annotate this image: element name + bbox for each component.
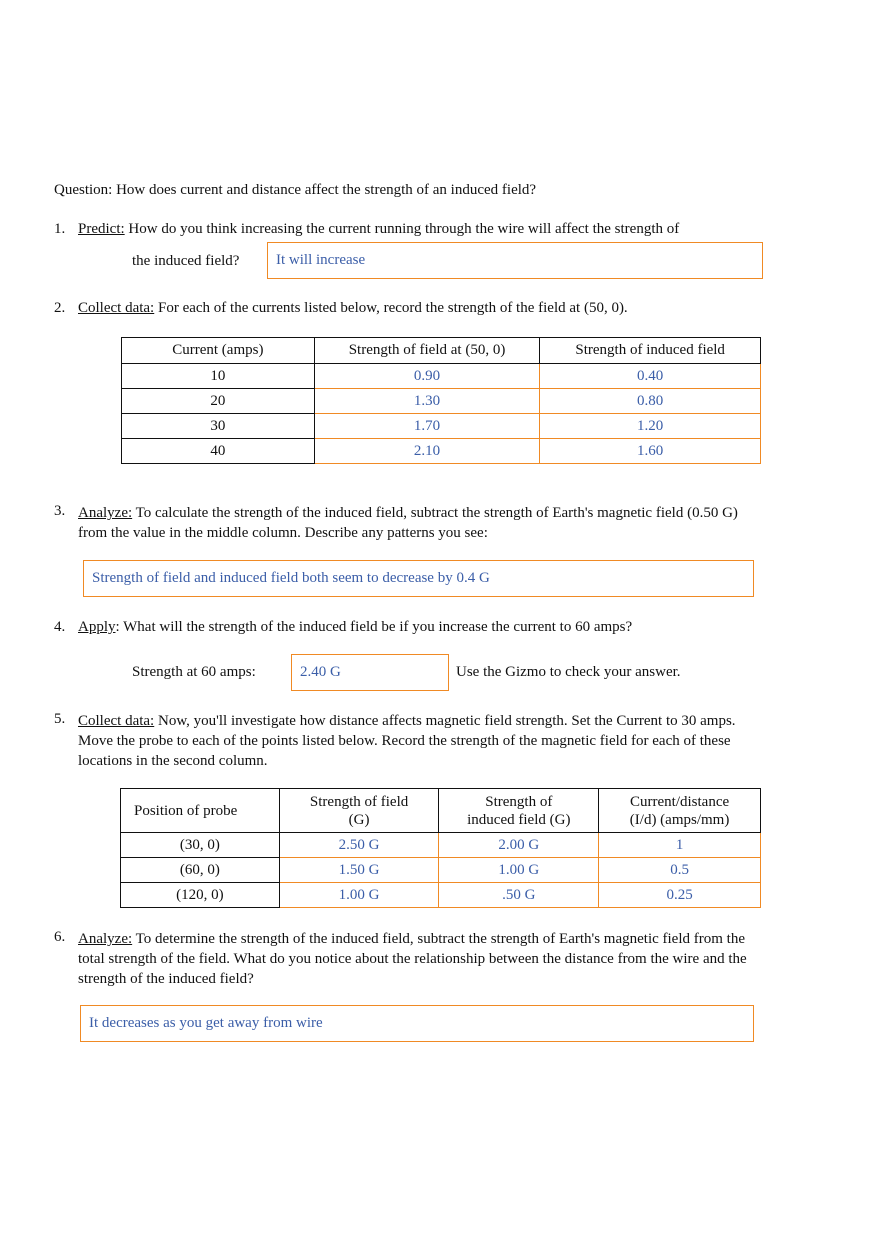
field-strength-input[interactable]: 2.50 G xyxy=(279,833,439,858)
q6-answer-field[interactable] xyxy=(80,1005,754,1042)
induced-field-input[interactable]: 1.60 xyxy=(540,439,761,464)
table-row xyxy=(121,858,761,883)
header-position: Position of probe xyxy=(121,789,280,833)
field-strength-input[interactable]: 2.10 xyxy=(314,439,540,464)
induced-field-input[interactable]: .50 G xyxy=(439,883,599,908)
table-row xyxy=(122,364,761,389)
q2-text: For each of the currents listed below, record the strength of the field at (50, 0). xyxy=(154,300,628,316)
q1-answer: It will increase xyxy=(276,252,366,268)
q4-number: 4. xyxy=(54,619,66,635)
q1-prompt xyxy=(78,221,679,238)
q1-field-prompt: the induced field? xyxy=(132,253,240,269)
current-distance-input[interactable]: 0.5 xyxy=(599,858,761,883)
position-cell: (60, 0) xyxy=(121,858,280,883)
table-row xyxy=(121,883,761,908)
table-header-row xyxy=(122,338,761,364)
q2-number: 2. xyxy=(54,300,66,316)
q3-number: 3. xyxy=(54,503,66,519)
position-cell: (30, 0) xyxy=(121,833,280,858)
q6-prompt xyxy=(78,929,760,989)
q4-prompt xyxy=(78,619,632,636)
current-cell: 20 xyxy=(122,389,315,414)
distance-table xyxy=(120,788,761,908)
current-table xyxy=(121,337,761,464)
question-heading: Question: How does current and distance affect the strength of an induced field? xyxy=(54,182,537,198)
header-current-distance: Current/distance (I/d) (amps/mm) xyxy=(599,789,761,833)
header-field-strength: Strength of field at (50, 0) xyxy=(314,338,540,364)
induced-field-input[interactable]: 1.20 xyxy=(540,414,761,439)
table-row xyxy=(122,439,761,464)
q5-label: Collect data: xyxy=(78,713,155,729)
q6-number: 6. xyxy=(54,929,66,945)
header-induced-field: Strength of induced field xyxy=(540,338,761,364)
q4-label: Apply xyxy=(78,619,116,635)
current-distance-input[interactable]: 1 xyxy=(599,833,761,858)
q3-prompt xyxy=(78,503,760,543)
q3-label: Analyze: xyxy=(78,505,133,521)
q5-number: 5. xyxy=(54,711,66,727)
q6-answer: It decreases as you get away from wire xyxy=(89,1015,323,1031)
current-cell: 40 xyxy=(122,439,315,464)
position-cell: (120, 0) xyxy=(121,883,280,908)
table-header-row xyxy=(121,789,761,833)
q3-text: To calculate the strength of the induced field, subtract the strength of Earth's magnetic field (0.50 G) from the value in the middle column. Describe any patterns you see: xyxy=(78,505,738,541)
q4-check-note: Use the Gizmo to check your answer. xyxy=(456,664,681,680)
q1-label: Predict: xyxy=(78,221,125,237)
field-strength-input[interactable]: 1.00 G xyxy=(279,883,439,908)
q4-field-prompt: Strength at 60 amps: xyxy=(132,664,256,680)
q6-text: To determine the strength of the induced field, subtract the strength of Earth's magnetic field from the total strength of the field. What do you notice about the relationship between the distance from the wire and the strength of the induced field? xyxy=(78,931,747,987)
q3-answer-field[interactable] xyxy=(83,560,754,597)
q2-prompt xyxy=(78,300,628,317)
q1-text: How do you think increasing the current running through the wire will affect the strength of xyxy=(124,221,680,237)
q5-text: Now, you'll investigate how distance affects magnetic field strength. Set the Current to 30 amps. Move the probe to each of the points listed below. Record the strength of the magnetic field for each of these locations in the second column. xyxy=(78,713,736,769)
table-row xyxy=(122,389,761,414)
current-cell: 30 xyxy=(122,414,315,439)
header-field-strength: Strength of field (G) xyxy=(279,789,439,833)
induced-field-input[interactable]: 0.80 xyxy=(540,389,761,414)
q4-answer: 2.40 G xyxy=(300,664,341,680)
field-strength-input[interactable]: 1.70 xyxy=(314,414,540,439)
q4-text: : What will the strength of the induced field be if you increase the current to 60 amps? xyxy=(115,619,633,635)
field-strength-input[interactable]: 1.30 xyxy=(314,389,540,414)
q6-label: Analyze: xyxy=(78,931,133,947)
field-strength-input[interactable]: 0.90 xyxy=(314,364,540,389)
q1-answer-field[interactable] xyxy=(267,242,763,279)
current-distance-input[interactable]: 0.25 xyxy=(599,883,761,908)
induced-field-input[interactable]: 2.00 G xyxy=(439,833,599,858)
q4-answer-field[interactable] xyxy=(291,654,449,691)
field-strength-input[interactable]: 1.50 G xyxy=(279,858,439,883)
table-row xyxy=(121,833,761,858)
q5-prompt xyxy=(78,711,760,771)
q3-answer: Strength of field and induced field both seem to decrease by 0.4 G xyxy=(92,570,490,586)
header-induced-field: Strength of induced field (G) xyxy=(439,789,599,833)
induced-field-input[interactable]: 0.40 xyxy=(540,364,761,389)
table-row xyxy=(122,414,761,439)
q2-label: Collect data: xyxy=(78,300,155,316)
induced-field-input[interactable]: 1.00 G xyxy=(439,858,599,883)
current-cell: 10 xyxy=(122,364,315,389)
header-current: Current (amps) xyxy=(122,338,315,364)
q1-number: 1. xyxy=(54,221,66,237)
